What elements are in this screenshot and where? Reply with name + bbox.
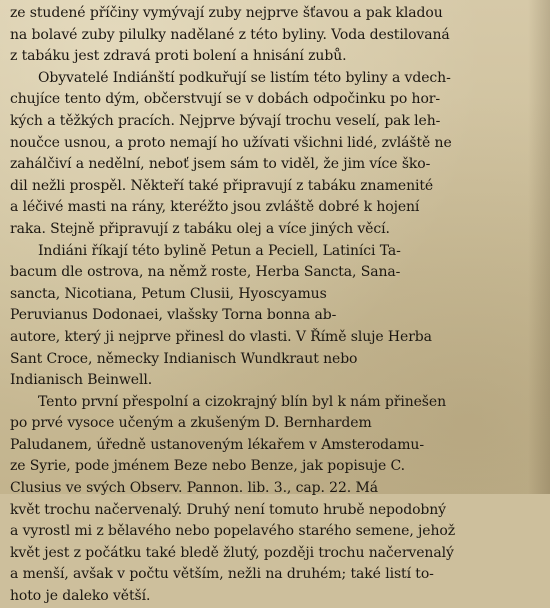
text-line: květ trochu načervenalý. Druhý není tomuto hrubě nepodobný — [10, 501, 446, 518]
body-text — [10, 3, 542, 608]
text-line: zahálčiví a nedělní, neboť jsem sám to viděl, že jim více ško- — [10, 156, 431, 173]
text-line: po prvé vysoce učeným a zkušeným D. Bernhardem — [10, 415, 372, 432]
text-line: Paludanem, úředně ustanoveným lékařem v Amsterodamu- — [10, 436, 424, 453]
text-line: a léčivé masti na rány, kteréžto jsou zvláště dobré k hojení — [10, 199, 420, 216]
text-line: a menší, avšak v počtu větším, nežli na druhém; také listí to- — [10, 566, 434, 583]
text-line: ze studené příčiny vymývají zuby nejprve šťavou a pak kladou — [10, 5, 443, 21]
paragraph-start-line: Tento první přespolní a cizokrajný blín byl k nám přinešen — [38, 393, 446, 410]
text-line: noučce usnou, a proto nemají ho užívati všichni lidé, zvláště ne — [10, 134, 452, 151]
text-line: z tabáku jest zdravá proti bolení a hnisání zubů. — [10, 48, 347, 65]
paragraph-start-line: Indiáni říkají této bylině Petun a Peciell, Latiníci Ta- — [38, 242, 401, 259]
text-line: na bolavé zuby pilulky nadělané z této byliny. Voda destilovaná — [10, 26, 450, 43]
text-line: Peruvianus Dodonaei, vlašsky Torna bonna ab- — [10, 307, 337, 324]
text-line: raka. Stejně připravují z tabáku olej a více jiných věcí. — [10, 220, 390, 237]
text-line: sancta, Nicotiana, Petum Clusii, Hyoscyamus — [10, 285, 327, 302]
text-line: Indianisch Beinwell. — [10, 372, 153, 389]
text-line: hoto je daleko větší. — [10, 588, 151, 605]
paragraph-start-line: Obyvatelé Indiánští podkuřují se listím této byliny a vdech- — [38, 69, 451, 86]
text-line: kých a těžkých pracích. Nejprve bývají trochu veselí, pak leh- — [10, 112, 441, 129]
text-line: autore, který ji nejprve přinesl do vlasti. V Římě sluje Herba — [10, 328, 432, 345]
text-line: Clusius ve svých Observ. Pannon. lib. 3., cap. 22. Má — [10, 480, 378, 497]
text-line: chujíce tento dým, občerstvují se v dobách odpočinku po hor- — [10, 91, 441, 108]
text-line: ze Syrie, pode jménem Beze nebo Benze, jak popisuje C. — [10, 458, 405, 475]
text-line: dil nežli prospěl. Někteří také připravují z tabáku znamenité — [10, 177, 434, 194]
text-line: květ jest z počátku také bledě žlutý, později trochu načervenalý — [10, 544, 454, 561]
text-line: Sant Croce, německy Indianisch Wundkraut nebo — [10, 350, 358, 367]
text-line: bacum dle ostrova, na němž roste, Herba Sancta, Sana- — [10, 264, 401, 281]
text-line: a vyrostl mi z bělavého nebo popelavého starého semene, jehož — [10, 523, 455, 540]
